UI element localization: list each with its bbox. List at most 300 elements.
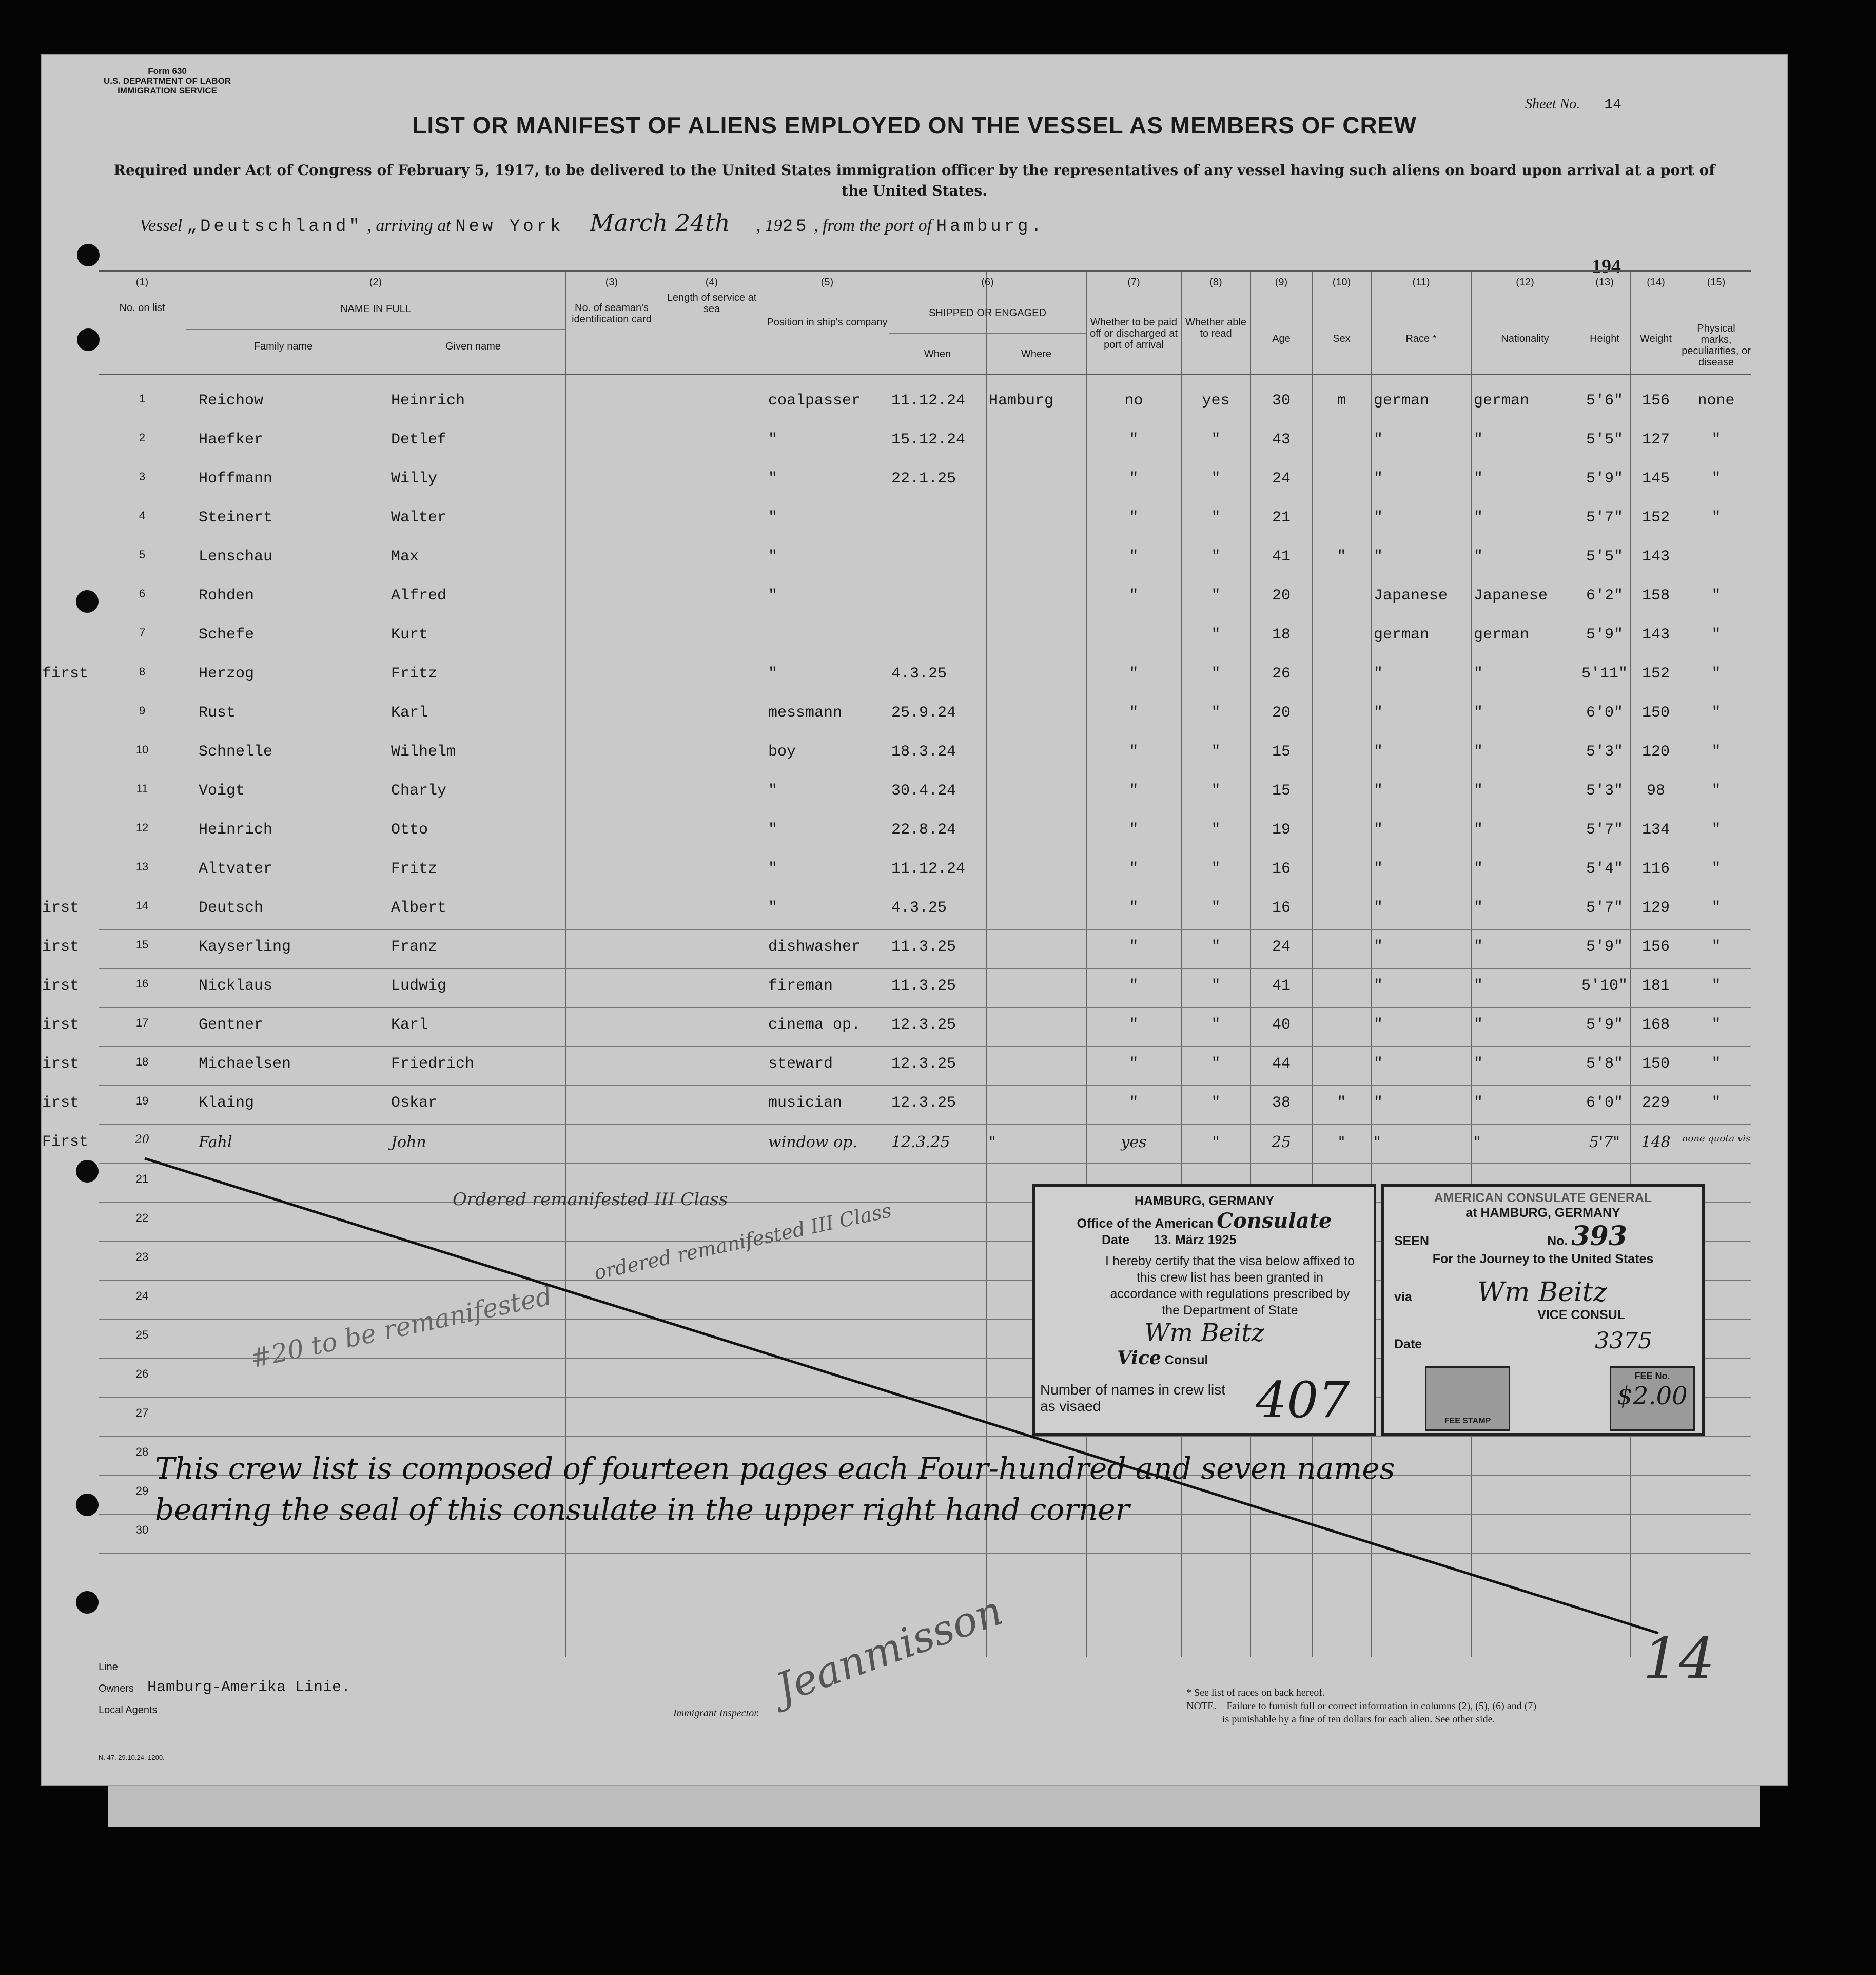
empty-row-number: 26: [135, 1367, 149, 1380]
fee-label: FEE No.: [1634, 1371, 1670, 1381]
cell-position: ": [768, 899, 778, 917]
cell-height: 5'9": [1586, 938, 1623, 956]
cell-weight: 152: [1642, 509, 1670, 527]
cell-family: Fahl: [199, 1133, 232, 1151]
cell-read: ": [1211, 1016, 1221, 1034]
cell-read: ": [1211, 938, 1221, 956]
header-weight: Weight: [1640, 333, 1672, 344]
stamp-left-consul-label: Consul: [1164, 1353, 1208, 1367]
cell-weight: 98: [1646, 782, 1665, 800]
header-length-service: Length of service at sea: [667, 292, 757, 315]
cell-height: 5'3": [1586, 743, 1623, 761]
cell-sex: ": [1337, 1094, 1346, 1112]
cell-height: 5'5": [1586, 431, 1623, 449]
department-name: U.S. DEPARTMENT OF LABOR: [104, 76, 231, 86]
cell-paid: ": [1129, 821, 1139, 839]
stamp-left-date-label: Date: [1102, 1233, 1130, 1247]
page-number: 194: [1592, 256, 1621, 277]
cell-race: ": [1374, 548, 1383, 566]
cell-race: ": [1374, 938, 1383, 956]
cell-when: 11.12.24: [891, 392, 966, 410]
cell-age: 18: [1272, 626, 1291, 644]
cell-when: 25.9.24: [891, 704, 956, 722]
cell-marks: ": [1711, 743, 1721, 761]
cell-weight: 150: [1642, 704, 1670, 722]
cell-weight: 150: [1642, 1055, 1670, 1073]
cell-family: Hoffmann: [199, 470, 273, 488]
col-number-7: (7): [1127, 277, 1140, 288]
cell-given: Otto: [391, 821, 428, 839]
cell-age: 30: [1272, 392, 1291, 410]
cell-nationality: Japanese: [1474, 587, 1548, 605]
header-physical: Physical marks, peculiarities, or disease: [1682, 323, 1751, 368]
cell-position: ": [768, 431, 778, 449]
cell-height: 5'7": [1586, 899, 1623, 917]
cell-nationality: ": [1474, 548, 1483, 566]
stamp-right-signature: Wm Beitz: [1477, 1277, 1607, 1308]
cell-marks: ": [1711, 470, 1721, 488]
cell-race: Japanese: [1374, 587, 1448, 605]
cell-weight: 156: [1642, 938, 1670, 956]
cell-race: german: [1374, 626, 1430, 644]
cell-when: 12.3.25: [891, 1016, 956, 1034]
cell-height: 5'5": [1586, 548, 1623, 566]
arrival-year: 25: [782, 217, 810, 237]
cell-paid: ": [1129, 743, 1139, 761]
cell-age: 16: [1272, 899, 1291, 917]
footer-note2: NOTE. – Failure to furnish full or correct information in columns (2), (5), (6) and (7): [1186, 1700, 1537, 1712]
cell-nationality: ": [1474, 1055, 1483, 1073]
stamp-right-no-label: No.: [1547, 1234, 1568, 1248]
cell-when: 30.4.24: [891, 782, 956, 800]
cell-family: Haefker: [199, 431, 264, 449]
stamp-left-office-text: Office of the American: [1077, 1216, 1214, 1231]
stamp-right-date-line: [1384, 1328, 1702, 1354]
cell-family: Deutsch: [199, 899, 264, 917]
cell-no: 20: [135, 1133, 149, 1146]
cell-given: Friedrich: [391, 1055, 475, 1073]
cell-given: Fritz: [391, 860, 438, 878]
departure-port: Hamburg.: [936, 217, 1045, 237]
cell-family: Altvater: [199, 860, 273, 878]
cell-position: coalpasser: [768, 392, 861, 410]
col-number-14: (14): [1647, 277, 1665, 288]
cell-weight: 143: [1642, 548, 1670, 566]
col-number-9: (9): [1275, 277, 1288, 288]
cell-position: ": [768, 587, 778, 605]
cell-given: Walter: [391, 509, 447, 527]
cell-marks: ": [1711, 1094, 1721, 1112]
cell-family: Herzog: [199, 665, 255, 683]
header-no-on-list: No. on list: [119, 302, 165, 314]
cell-read: yes: [1202, 392, 1230, 410]
header-family-name: Family name: [253, 341, 313, 352]
col-number-10: (10): [1332, 277, 1351, 288]
cell-read: ": [1211, 626, 1221, 644]
stamp-left-names-count: 407: [1256, 1371, 1350, 1429]
cell-height: 6'0": [1586, 704, 1623, 722]
col-number-1: (1): [135, 277, 149, 288]
header-when: When: [924, 348, 951, 360]
cell-given: Detlef: [391, 431, 447, 449]
footer-owners: Hamburg-Amerika Linie.: [147, 1679, 351, 1696]
cell-read: ": [1211, 704, 1221, 722]
cell-weight: 116: [1642, 860, 1670, 878]
stamp-left-vice: Vice: [1117, 1347, 1161, 1369]
footer-line-label: Line: [99, 1661, 118, 1673]
cell-given: Max: [391, 548, 419, 566]
cell-read: ": [1212, 1133, 1220, 1151]
cell-when: 18.3.24: [891, 743, 956, 761]
cell-race: ": [1374, 704, 1383, 722]
stamp-left-signature: Wm Beitz: [1144, 1319, 1264, 1347]
cell-when: 4.3.25: [891, 665, 947, 683]
stamp-right-via: via: [1394, 1290, 1412, 1304]
cell-age: 41: [1272, 548, 1291, 566]
class-note: ordered remanifested III Class: [592, 1199, 894, 1284]
inspector-signature: Jeanmisson: [770, 1586, 1009, 1713]
cell-paid: ": [1129, 1016, 1139, 1034]
cell-nationality: german: [1474, 626, 1530, 644]
cell-marks: ": [1711, 704, 1721, 722]
cell-when: 4.3.25: [891, 899, 947, 917]
header-able-read: Whether able to read: [1185, 317, 1246, 339]
cell-age: 15: [1272, 782, 1291, 800]
col-number-3: (3): [605, 277, 618, 288]
stamp-left-names-label: Number of names in crew list as visaed: [1040, 1382, 1226, 1414]
stamp-right-journey: For the Journey to the United States: [1432, 1252, 1654, 1266]
cell-family: Lenschau: [199, 548, 273, 566]
cell-weight: 145: [1642, 470, 1670, 488]
cell-when: 22.1.25: [891, 470, 956, 488]
cell-weight: 134: [1642, 821, 1670, 839]
cell-paid: ": [1129, 977, 1139, 995]
cell-paid: ": [1129, 470, 1139, 488]
cell-family: Reichow: [199, 392, 264, 410]
cell-nationality: ": [1474, 743, 1483, 761]
cell-sex: ": [1338, 1133, 1345, 1151]
stamp-right-no: 393: [1571, 1221, 1627, 1252]
cell-read: ": [1211, 899, 1221, 917]
cell-weight: 152: [1642, 665, 1670, 683]
stamp-right-date-value: 3375: [1595, 1328, 1653, 1354]
cell-given: Heinrich: [391, 392, 465, 410]
footer-note3: is punishable by a fine of ten dollars for each alien. See other side.: [1222, 1714, 1495, 1725]
cell-position: ": [768, 665, 778, 683]
cell-no: 8: [139, 665, 146, 678]
cell-family: Klaing: [199, 1094, 255, 1112]
page-mark: 14: [1643, 1625, 1715, 1691]
crew-note-line2: bearing the seal of this consulate in the upper right hand corner: [155, 1492, 1130, 1527]
cell-no: 14: [135, 899, 149, 912]
cell-given: Kurt: [391, 626, 428, 644]
cell-nationality: ": [1474, 860, 1483, 878]
cell-position: ": [768, 548, 778, 566]
cell-nationality: ": [1474, 431, 1483, 449]
cell-race: ": [1374, 782, 1383, 800]
cell-when: 11.3.25: [891, 977, 956, 995]
cell-nationality: ": [1474, 1133, 1481, 1151]
cell-height: 5'10": [1581, 977, 1628, 995]
arrival-port: New York: [455, 217, 564, 237]
empty-row-number: 29: [135, 1484, 149, 1497]
cell-weight: 229: [1642, 1094, 1670, 1112]
cell-height: 5'9": [1586, 470, 1623, 488]
cell-height: 5'6": [1586, 392, 1623, 410]
cell-marks: none: [1697, 392, 1735, 410]
cell-weight: 181: [1642, 977, 1670, 995]
margin-class-note: irst: [42, 1055, 80, 1073]
cell-no: 2: [139, 431, 146, 444]
empty-row-number: 22: [135, 1211, 149, 1224]
stamp-left-consulate-hand: Consulate: [1217, 1209, 1332, 1233]
cell-height: 5'11": [1581, 665, 1628, 683]
cell-where: Hamburg: [989, 392, 1054, 410]
empty-row-number: 27: [135, 1406, 149, 1419]
cell-paid: ": [1129, 860, 1139, 878]
cell-read: ": [1211, 431, 1221, 449]
cell-height: 6'2": [1586, 587, 1623, 605]
cell-age: 20: [1272, 587, 1291, 605]
cell-age: 26: [1272, 665, 1291, 683]
stamp-left-date: [1035, 1233, 1374, 1248]
cell-age: 41: [1272, 977, 1291, 995]
cell-weight: 156: [1642, 392, 1670, 410]
col-number-13: (13): [1595, 277, 1614, 288]
cell-position: ": [768, 470, 778, 488]
cell-no: 5: [139, 548, 146, 561]
cell-family: Gentner: [199, 1016, 264, 1034]
empty-row-number: 23: [135, 1250, 149, 1263]
cell-sex: m: [1337, 392, 1346, 410]
cell-age: 24: [1272, 470, 1291, 488]
cell-position: dishwasher: [768, 938, 861, 956]
cell-no: 1: [139, 392, 146, 405]
empty-row-number: 24: [135, 1289, 149, 1302]
cell-when: 12.3.25: [891, 1094, 956, 1112]
manifest-page: [41, 54, 1788, 1786]
cell-no: 4: [139, 509, 146, 522]
stamp-right-date-label: Date: [1394, 1337, 1422, 1351]
cell-family: Kayserling: [199, 938, 291, 956]
margin-class-note: first: [42, 665, 89, 683]
cell-nationality: ": [1474, 665, 1483, 683]
cell-nationality: ": [1474, 1016, 1483, 1034]
cell-nationality: ": [1474, 938, 1483, 956]
cell-marks: ": [1711, 899, 1721, 917]
cell-read: ": [1211, 1094, 1221, 1112]
cell-nationality: ": [1474, 899, 1483, 917]
cell-family: Heinrich: [199, 821, 273, 839]
cell-age: 16: [1272, 860, 1291, 878]
cell-given: Fritz: [391, 665, 438, 683]
cell-family: Schefe: [199, 626, 255, 644]
cell-family: Michaelsen: [199, 1055, 291, 1073]
cell-marks: ": [1711, 587, 1721, 605]
cell-age: 20: [1272, 704, 1291, 722]
cell-no: 18: [135, 1055, 149, 1068]
cell-age: 25: [1271, 1133, 1292, 1151]
cell-when: 11.3.25: [891, 938, 956, 956]
cell-given: Karl: [391, 1016, 428, 1034]
cell-family: Voigt: [199, 782, 245, 800]
cell-family: Nicklaus: [199, 977, 273, 995]
punch-hole: [76, 1494, 99, 1516]
cell-position: musician: [768, 1094, 843, 1112]
header-paid-off: Whether to be paid off or discharged at port of arrival: [1090, 317, 1178, 351]
cell-position: ": [768, 782, 778, 800]
cell-race: ": [1374, 899, 1383, 917]
cell-read: ": [1211, 665, 1221, 683]
margin-class-note: irst: [42, 1094, 80, 1112]
cell-read: ": [1211, 509, 1221, 527]
cell-given: Charly: [391, 782, 447, 800]
cell-no: 13: [135, 860, 149, 873]
cell-weight: 148: [1641, 1133, 1671, 1151]
cell-marks: ": [1711, 977, 1721, 995]
cell-race: ": [1374, 1133, 1381, 1151]
cell-sex: ": [1337, 548, 1346, 566]
cell-no: 9: [139, 704, 146, 717]
consulate-stamp-left: [1032, 1184, 1376, 1436]
cell-paid: ": [1129, 431, 1139, 449]
cell-when: 15.12.24: [891, 431, 966, 449]
cell-position: ": [768, 821, 778, 839]
consulate-stamp-right: [1381, 1184, 1705, 1436]
cell-nationality: ": [1474, 977, 1483, 995]
cell-race: ": [1374, 470, 1383, 488]
cell-height: 5'7": [1586, 509, 1623, 527]
col-number-11: (11): [1412, 277, 1430, 288]
cell-position: fireman: [768, 977, 833, 995]
cell-read: ": [1211, 1055, 1221, 1073]
cell-weight: 120: [1642, 743, 1670, 761]
stamp-left-office: [1035, 1209, 1374, 1233]
cell-nationality: ": [1474, 704, 1483, 722]
cell-race: ": [1374, 431, 1383, 449]
cell-race: ": [1374, 1094, 1383, 1112]
punch-hole: [76, 1591, 99, 1614]
cell-marks: ": [1711, 626, 1721, 644]
cell-age: 40: [1272, 1016, 1291, 1034]
cell-where: ": [989, 1133, 996, 1151]
cell-read: ": [1211, 548, 1221, 566]
cell-marks: ": [1711, 1055, 1721, 1073]
col-number-15: (15): [1707, 277, 1726, 288]
margin-class-note: First: [42, 1133, 89, 1151]
cell-marks: ": [1711, 1016, 1721, 1034]
cell-marks: ": [1711, 431, 1721, 449]
cell-height: 5'4": [1586, 860, 1623, 878]
cell-no: 6: [139, 587, 146, 600]
header-age: Age: [1272, 333, 1291, 344]
fee-stamp: [1425, 1366, 1510, 1431]
cell-marks: ": [1711, 821, 1721, 839]
footer-agents-label: Local Agents: [99, 1705, 158, 1716]
cell-given: Albert: [391, 899, 447, 917]
sheet-value: 14: [1604, 97, 1621, 113]
cell-weight: 129: [1642, 899, 1670, 917]
cell-paid: ": [1129, 1055, 1139, 1073]
cell-paid: ": [1129, 782, 1139, 800]
cell-nationality: ": [1474, 470, 1483, 488]
cell-paid: ": [1129, 938, 1139, 956]
stamp-right-city: at HAMBURG, GERMANY: [1465, 1206, 1620, 1220]
stamp-right-via-line: [1384, 1277, 1702, 1308]
cell-given: John: [391, 1133, 426, 1151]
cell-position: ": [768, 860, 778, 878]
col-number-2: (2): [369, 277, 382, 288]
cell-when: 12.3.25: [891, 1133, 950, 1151]
cell-position: ": [768, 509, 778, 527]
cell-paid: ": [1129, 704, 1139, 722]
fee-box: [1610, 1366, 1695, 1431]
cell-read: ": [1211, 782, 1221, 800]
cell-given: Alfred: [391, 587, 447, 605]
cell-given: Willy: [391, 470, 438, 488]
cell-given: Oskar: [391, 1094, 438, 1112]
cell-position: boy: [768, 743, 796, 761]
cell-age: 19: [1272, 821, 1291, 839]
cell-height: 5'9": [1586, 1016, 1623, 1034]
col-number-5: (5): [820, 277, 834, 288]
cell-family: Schnelle: [199, 743, 273, 761]
cell-height: 5'7": [1586, 821, 1623, 839]
cell-age: 44: [1272, 1055, 1291, 1073]
cell-height: 5'7": [1589, 1133, 1620, 1151]
header-name-in-full: NAME IN FULL: [340, 303, 411, 315]
cell-race: german: [1374, 392, 1430, 410]
cell-when: 22.8.24: [891, 821, 956, 839]
stamp-right-seen-line: [1384, 1221, 1702, 1252]
cell-race: ": [1374, 977, 1383, 995]
cell-no: 7: [139, 626, 146, 639]
stamp-left-city: HAMBURG, GERMANY: [1134, 1194, 1275, 1208]
arrival-date: March 24th: [590, 209, 730, 237]
header-shipped: SHIPPED OR ENGAGED: [929, 307, 1046, 319]
cell-no: 17: [135, 1016, 149, 1029]
cell-race: ": [1374, 821, 1383, 839]
cell-marks: ": [1711, 782, 1721, 800]
empty-row-number: 21: [135, 1172, 149, 1185]
cell-read: ": [1211, 977, 1221, 995]
cell-given: Ludwig: [391, 977, 447, 995]
header-race: Race *: [1405, 333, 1437, 344]
stamp-left-consul: [1035, 1347, 1374, 1369]
cell-marks: ": [1711, 665, 1721, 683]
cell-given: Franz: [391, 938, 438, 956]
cell-age: 15: [1272, 743, 1291, 761]
cell-position: steward: [768, 1055, 833, 1073]
cell-marks: none quota vis: [1682, 1133, 1751, 1144]
footer-owners-label: Owners: [99, 1683, 134, 1694]
cell-paid: ": [1129, 899, 1139, 917]
empty-row-number: 25: [135, 1328, 149, 1341]
cell-position: cinema op.: [768, 1016, 861, 1034]
cell-height: 5'3": [1586, 782, 1623, 800]
header-position: Position in ship's company: [767, 317, 888, 328]
cell-weight: 168: [1642, 1016, 1670, 1034]
empty-row-number: 28: [135, 1445, 149, 1458]
vessel-name: „Deutschland": [186, 217, 363, 237]
cell-age: 21: [1272, 509, 1291, 527]
margin-class-note: irst: [42, 1016, 80, 1034]
vessel-label: Vessel: [140, 216, 183, 235]
cell-height: 5'9": [1586, 626, 1623, 644]
cell-paid: no: [1124, 392, 1143, 410]
cell-family: Steinert: [199, 509, 273, 527]
cell-family: Rust: [199, 704, 236, 722]
